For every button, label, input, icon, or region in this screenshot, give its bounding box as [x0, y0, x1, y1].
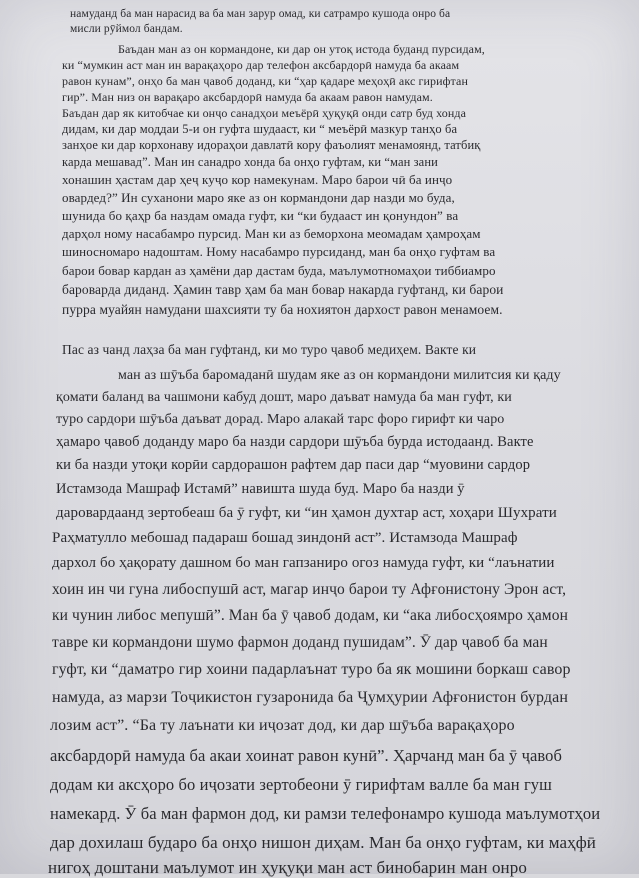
- text-line: овардед?” Ин суханони маро яке аз он кормандони дар назди мо буда,: [62, 190, 455, 205]
- text-line: тавре ки кормандони шумо фармон доданд пушидам”. Ӯ дар ҷавоб ба ман: [52, 634, 548, 651]
- text-line: ҳамаро ҷавоб доданду маро ба назди сардори шӯъба бурда истодаанд. Вакте: [56, 434, 534, 450]
- text-line: Раҳматулло мебошад падараш бошад зиндонӣ аст”. Истамзода Машраф: [52, 530, 518, 546]
- text-line: лозим аст”. “Ба ту лаънати ки иҷозат дод, ки дар шӯъба варақаҳоро: [50, 717, 515, 734]
- text-line: хонашин ҳастам дар ҳеҷ куҷо кор намекунам. Маро барои чӣ ба инҷо: [62, 172, 453, 187]
- text-line: намекард. Ӯ ба ман фармон дод, ки рамзи телефонамро кушода маълумотҳои: [50, 804, 601, 823]
- text-line: ман аз шӯъба баромаданӣ шудам яке аз он кормандони милитсия ки қаду: [118, 368, 561, 383]
- text-line: дарҳол ному насабамро пурсид. Ман ки аз беморхона меомадам ҳамроҳам: [62, 226, 481, 241]
- text-line: пурра муайян намудани шахсияти ту ба нохиятон дархост равон менамоем.: [62, 302, 503, 317]
- text-line: дидам, ки дар моддаи 5-и он гуфта шудааст, ки “ меъёрӣ мазкур танҳо ба: [62, 122, 458, 136]
- text-line: мисли рӯймол бандам.: [70, 23, 183, 35]
- text-line: додам ки аксҳоро бо иҷозати зертобеони ӯ гирифтам валле ба ман гуш: [50, 775, 552, 794]
- text-line: хоин ин чи гуна либоспушӣ аст, магар инҷо барои ту Афғонистону Эрон аст,: [52, 581, 567, 598]
- text-line: ки “мумкин аст ман ин варақаҳоро дар телефон аксбардорӣ намуда ба акаам: [62, 58, 460, 72]
- text-line: намуда, аз марзи Тоҷикистон гузаронида ба Ҷумҳурии Афғонистон бурдан: [52, 689, 569, 706]
- text-line: занҳое ки дар корхонаву идораҳои давлатӣ кору фаъолият менамоянд, татбиқ: [62, 138, 481, 152]
- text-line: шунида бо қаҳр ба наздам омада гуфт, ки “ки будааст ин қонундон” ва: [62, 208, 459, 223]
- text-line: дар дохилаш бударо ба онҳо нишон диҳам. Ман ба онҳо гуфтам, ки маҳфӣ: [50, 833, 597, 852]
- text-line: гуфт, ки “даматро гир хоини падарлаънат туро ба як мошини боркаш савор: [52, 661, 571, 678]
- text-line: намуданд ба ман нарасид ва ба ман зарур омад, ки сатрамро кушода онро ба: [70, 8, 451, 20]
- text-line: гир”. Ман низ он варақаро аксбардорӣ намуда ба акаам равон намудам.: [62, 90, 433, 104]
- text-line: барои бовар кардан аз ҳамёни дар дастам буда, маълумотномаҳои тиббиамро: [62, 263, 496, 278]
- text-line: дархол бо ҳақорату дашном бо ман гапзаниро огоз намуда гуфт, ки “лаънатии: [52, 555, 555, 571]
- text-line: Баъдан ман аз он кормандоне, ки дар он утоқ истода буданд пурсидам,: [118, 42, 485, 56]
- text-line: туро сардори шӯъба даъват дорад. Маро алакай тарс форо гирифт ки чаро: [56, 412, 505, 427]
- text-line: аксбардорӣ намуда ба акаи хоинат равон кунӣ”. Ҳарчанд ман ба ӯ ҷавоб: [50, 746, 563, 765]
- text-line: қомати баланд ва чашмони кабуд дошт, маро даъват намуда ба ман гуфт, ки: [56, 390, 512, 405]
- text-line: ки ба назди утоқи корӣи сардорашон рафтем дар паси дар “муовини сардор: [56, 457, 531, 473]
- text-line: шиносномаро надоштам. Ному насабамро пурсиданд, ман ба онҳо гуфтам ва: [62, 244, 496, 259]
- text-line: даровардаанд зертобеаш ба ӯ гуфт, ки “ин ҳамон духтар аст, хоҳари Шухрати: [56, 505, 557, 521]
- text-line: равон кунам”, онҳо ба ман ҷавоб доданд, ки “ҳар қадаре меҳоҳӣ акс гирифтан: [62, 74, 468, 88]
- text-line: Пас аз чанд лаҳза ба ман гуфтанд, ки мо туро ҷавоб медиҳем. Вакте ки: [62, 342, 477, 357]
- text-line: Истамзода Машраф Истамӣ” навишта шуда буд. Маро ба назди ӯ: [56, 481, 465, 497]
- text-line: карда мешавад”. Ман ин санадро хонда ба онҳо гуфтам, ки “ман зани: [62, 155, 438, 169]
- text-line: ки чунин либос мепушӣ”. Ман ба ӯ ҷавоб додам, ки “ака либосҳоямро ҳамон: [52, 607, 568, 624]
- text-line: нигоҳ доштани маълумот ин ҳуқуқи ман аст бинобарин ман онро: [48, 858, 527, 877]
- text-line: Баъдан дар як китобчае ки онҷо санадҳои меъёрӣ ҳуқуқӣ онди сатр буд хонда: [62, 106, 466, 120]
- text-line: бароварда диданд. Ҳамин тавр ҳам ба ман бовар накарда гуфтанд, ки барои: [62, 282, 504, 297]
